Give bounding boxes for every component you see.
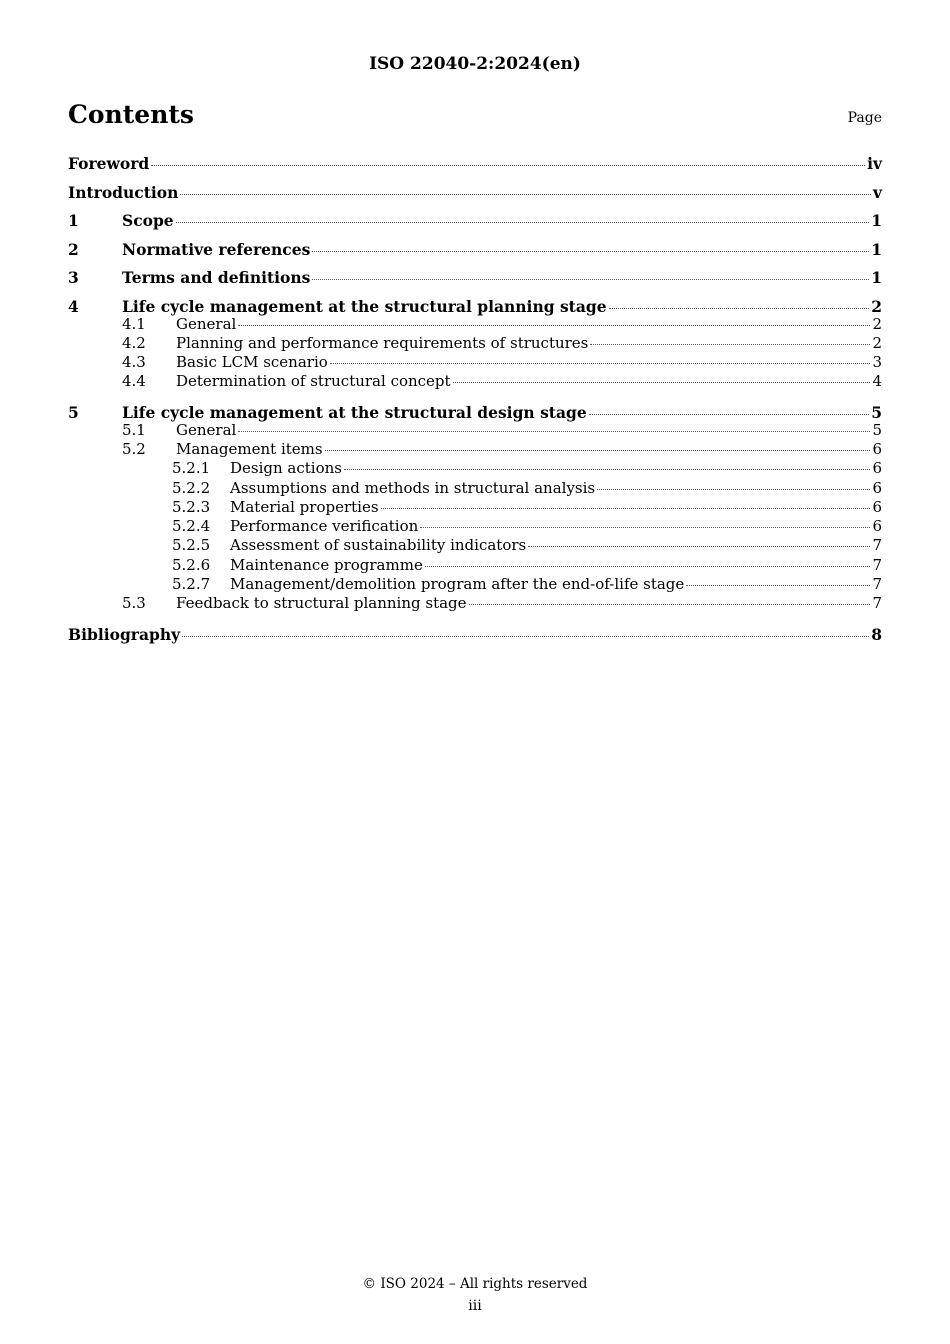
toc-entry-page: 5 bbox=[871, 402, 882, 422]
toc-entry-number: 2 bbox=[68, 239, 79, 259]
dot-leader bbox=[312, 251, 869, 252]
toc-entry-title: General bbox=[176, 420, 237, 439]
toc-entry-page: v bbox=[872, 182, 882, 202]
toc-entry-page: 1 bbox=[871, 268, 882, 287]
dot-leader bbox=[325, 450, 871, 451]
toc-entry-title: Performance verification bbox=[230, 517, 419, 536]
dot-leader bbox=[381, 508, 871, 509]
dot-leader bbox=[597, 489, 870, 490]
toc-entry-number: 5.2.2 bbox=[172, 478, 211, 497]
toc-entry-4-2[interactable] bbox=[68, 334, 882, 353]
toc-entry-5-2-2[interactable] bbox=[68, 479, 882, 498]
toc-entry-title: Planning and performance requirements of structures bbox=[176, 333, 589, 352]
toc-entry-title: Design actions bbox=[230, 459, 342, 478]
toc-entry-5-3[interactable] bbox=[68, 594, 882, 613]
toc-entry-page: 8 bbox=[871, 624, 882, 644]
toc-entry-page: 6 bbox=[872, 478, 882, 497]
dot-leader bbox=[344, 469, 870, 470]
toc-entry-page: 7 bbox=[872, 575, 882, 594]
section-spacer bbox=[68, 392, 882, 401]
toc-entry-bibliography[interactable] bbox=[68, 623, 882, 652]
toc-entry-4-4[interactable] bbox=[68, 372, 882, 391]
toc-entry-number: 4.1 bbox=[122, 314, 146, 333]
toc-entry-terms-and-definitions[interactable] bbox=[68, 266, 882, 295]
toc-entry-number: 1 bbox=[68, 211, 79, 230]
toc-entry-number: 4.4 bbox=[122, 372, 146, 391]
toc-entry-page: 6 bbox=[872, 497, 882, 516]
toc-entry-number: 5.2.5 bbox=[172, 536, 211, 555]
toc-entry-title: Determination of structural concept bbox=[176, 372, 451, 391]
toc-entry-number: 5.2.3 bbox=[172, 497, 211, 516]
contents-heading: Contents bbox=[68, 100, 195, 129]
toc-entry-page: 6 bbox=[872, 459, 882, 478]
toc-entry-5-2-4[interactable] bbox=[68, 517, 882, 536]
toc-entry-title: Maintenance programme bbox=[230, 555, 423, 574]
toc-entry-5-2-7[interactable] bbox=[68, 575, 882, 594]
toc-entry-title: General bbox=[176, 314, 237, 333]
section-spacer bbox=[68, 614, 882, 623]
toc-entry-page: 2 bbox=[871, 296, 882, 316]
toc-entry-number: 5.2 bbox=[122, 439, 146, 458]
toc-entry-5-2-3[interactable] bbox=[68, 498, 882, 517]
dot-leader bbox=[589, 414, 870, 415]
toc-entry-title: Material properties bbox=[230, 497, 379, 516]
toc-entry-number: 4.2 bbox=[122, 333, 146, 352]
toc-entry-title: Assumptions and methods in structural analysis bbox=[230, 478, 596, 497]
toc-entry-page: 5 bbox=[872, 420, 882, 439]
dot-leader bbox=[609, 308, 870, 309]
toc-entry-page: 6 bbox=[872, 439, 882, 458]
toc-entry-page: 2 bbox=[872, 333, 882, 352]
dot-leader bbox=[420, 527, 870, 528]
dot-leader bbox=[528, 546, 870, 547]
toc-entry-page: 7 bbox=[872, 555, 882, 574]
toc-entry-title: Feedback to structural planning stage bbox=[176, 594, 467, 613]
toc-entry-number: 5.2.4 bbox=[172, 517, 211, 536]
toc-entry-page: 1 bbox=[871, 239, 882, 259]
toc-entry-5-2-5[interactable] bbox=[68, 536, 882, 555]
page-number: iii bbox=[468, 1298, 482, 1314]
toc-entry-page: 2 bbox=[872, 314, 882, 333]
dot-leader bbox=[469, 604, 871, 605]
document-id-header: ISO 22040-2:2024(en) bbox=[369, 54, 581, 74]
table-of-contents bbox=[68, 152, 882, 651]
toc-entry-foreword[interactable] bbox=[68, 152, 882, 181]
toc-entry-page: 3 bbox=[872, 353, 882, 372]
dot-leader bbox=[151, 165, 865, 166]
toc-entry-title: Life cycle management at the structural design stage bbox=[122, 402, 587, 422]
dot-leader bbox=[182, 636, 869, 637]
toc-entry-5-2-1[interactable] bbox=[68, 459, 882, 478]
dot-leader bbox=[686, 585, 870, 586]
toc-entry-title: Assessment of sustainability indicators bbox=[230, 536, 527, 555]
toc-entry-number: 5.2.7 bbox=[172, 575, 211, 594]
toc-entry-title: Management/demolition program after the end-of-life stage bbox=[230, 575, 685, 594]
toc-entry-page: 4 bbox=[872, 372, 882, 391]
dot-leader bbox=[590, 344, 870, 345]
toc-entry-design-stage[interactable] bbox=[68, 401, 882, 421]
toc-entry-number: 5 bbox=[68, 402, 79, 422]
toc-entry-title: Basic LCM scenario bbox=[176, 353, 328, 372]
toc-entry-number: 5.1 bbox=[122, 420, 146, 439]
toc-entry-normative-references[interactable] bbox=[68, 238, 882, 267]
dot-leader bbox=[312, 279, 869, 280]
toc-entry-planning-stage[interactable] bbox=[68, 295, 882, 315]
dot-leader bbox=[425, 566, 871, 567]
toc-entry-number: 3 bbox=[68, 268, 79, 287]
toc-entry-number: 5.2.6 bbox=[172, 555, 211, 574]
toc-entry-page: iv bbox=[867, 154, 882, 173]
toc-entry-4-3[interactable] bbox=[68, 353, 882, 372]
dot-leader bbox=[453, 382, 871, 383]
toc-entry-5-2-6[interactable] bbox=[68, 556, 882, 575]
dot-leader bbox=[176, 222, 870, 223]
dot-leader bbox=[180, 194, 871, 195]
toc-entry-title: Management items bbox=[176, 439, 323, 458]
toc-entry-introduction[interactable] bbox=[68, 181, 882, 210]
toc-entry-5-2[interactable] bbox=[68, 440, 882, 459]
toc-entry-number: 4.3 bbox=[122, 353, 146, 372]
toc-entry-scope[interactable] bbox=[68, 209, 882, 238]
dot-leader bbox=[238, 431, 870, 432]
toc-entry-title: Scope bbox=[122, 211, 174, 230]
dot-leader bbox=[238, 325, 870, 326]
page-column-label: Page bbox=[847, 110, 882, 126]
toc-entry-title: Normative references bbox=[122, 239, 311, 259]
copyright-footer: © ISO 2024 – All rights reserved bbox=[362, 1276, 588, 1292]
toc-entry-title: Terms and definitions bbox=[122, 268, 311, 287]
toc-entry-title: Life cycle management at the structural planning stage bbox=[122, 296, 607, 316]
toc-entry-number: 4 bbox=[68, 296, 79, 316]
toc-entry-title: Foreword bbox=[68, 154, 150, 173]
toc-entry-page: 1 bbox=[871, 211, 882, 230]
toc-entry-page: 7 bbox=[872, 594, 882, 613]
toc-entry-title: Introduction bbox=[68, 182, 179, 202]
toc-entry-page: 7 bbox=[872, 536, 882, 555]
dot-leader bbox=[330, 363, 871, 364]
toc-entry-number: 5.3 bbox=[122, 594, 146, 613]
toc-entry-number: 5.2.1 bbox=[172, 459, 211, 478]
toc-entry-title: Bibliography bbox=[68, 624, 181, 644]
toc-entry-page: 6 bbox=[872, 517, 882, 536]
